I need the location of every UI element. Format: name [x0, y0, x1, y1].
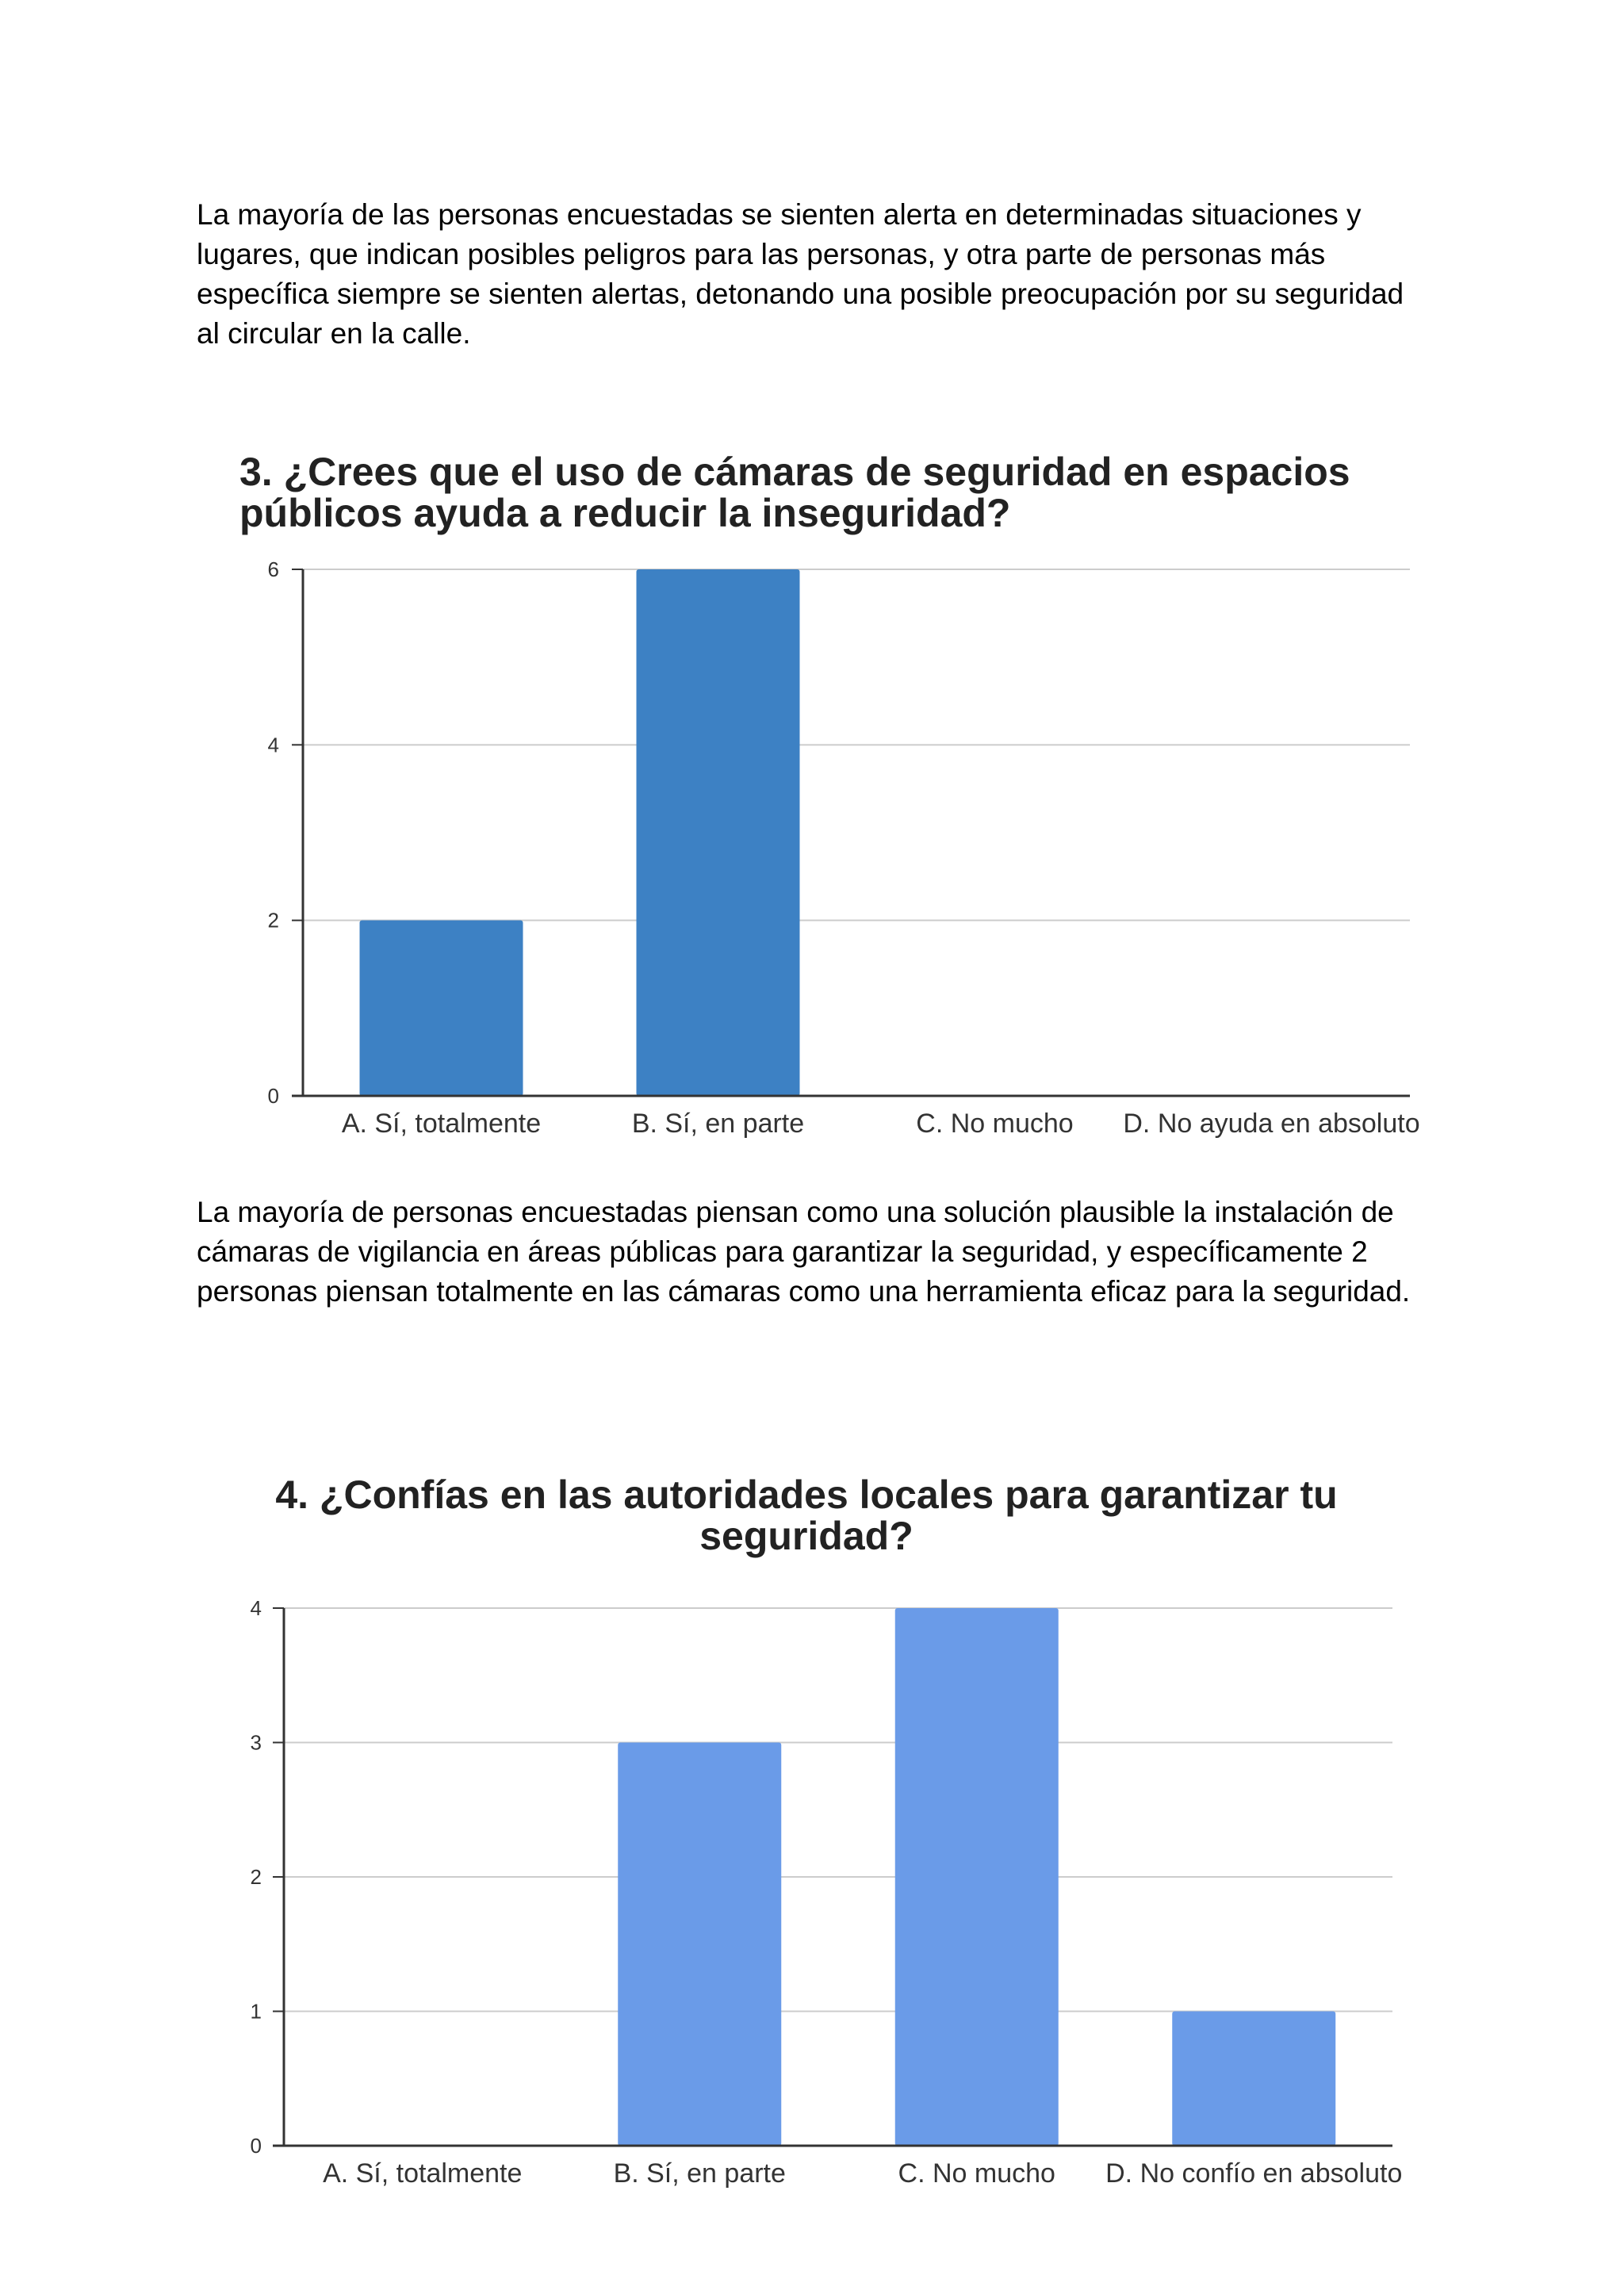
bar — [637, 569, 800, 1096]
y-tick-label: 0 — [267, 1084, 279, 1108]
y-tick-label: 3 — [250, 1730, 262, 1755]
cameras-analysis-paragraph: La mayoría de personas encuestadas piensan como una solución plausible la instalación de cámaras de vigilancia en áreas públicas para garantizar la seguridad, y específicamente 2 personas piensan totalmente en las cámaras como una herramienta eficaz para la seguridad. — [197, 1196, 1411, 1308]
y-tick-label: 2 — [267, 908, 279, 933]
x-category-label: A. Sí, totalmente — [323, 2158, 523, 2189]
y-tick-label: 2 — [250, 1865, 262, 1889]
chart-cameras-security — [0, 428, 1624, 1174]
x-category-label: B. Sí, en parte — [631, 1109, 805, 1139]
y-tick-label: 4 — [250, 1596, 262, 1620]
y-tick-label: 6 — [267, 557, 279, 581]
chart-title-line: 4. ¿Confías en las autoridades locales para garantizar tu — [275, 1473, 1338, 1517]
x-category-label: B. Sí, en parte — [613, 2158, 786, 2189]
chart-title-line: públicos ayuda a reducir la inseguridad? — [239, 491, 1011, 535]
x-category-label: D. No ayuda en absoluto — [1123, 1109, 1420, 1139]
x-category-label: C. No mucho — [916, 1109, 1074, 1139]
bar — [360, 921, 523, 1096]
bar — [895, 1608, 1059, 2146]
x-category-label: D. No confío en absoluto — [1105, 2158, 1403, 2189]
y-tick-label: 4 — [267, 733, 279, 757]
chart-trust-authorities — [0, 1459, 1624, 2204]
intro-paragraph: La mayoría de las personas encuestadas se sienten alerta en determinadas situaciones y lugares, que indican posibles peligros para las personas, y otra parte de personas más específica siempre se sienten alertas, detonando una posible preocupación por su seguridad al circular en la calle. — [197, 198, 1404, 350]
chart-title-line: seguridad? — [699, 1514, 914, 1558]
x-category-label: C. No mucho — [898, 2158, 1055, 2189]
y-tick-label: 0 — [250, 2134, 262, 2158]
chart-title-line: 3. ¿Crees que el uso de cámaras de seguridad en espacios — [239, 450, 1350, 494]
bar — [1172, 2012, 1335, 2147]
x-category-label: A. Sí, totalmente — [341, 1109, 542, 1139]
bar — [618, 1743, 781, 2147]
y-tick-label: 1 — [250, 1999, 262, 2024]
